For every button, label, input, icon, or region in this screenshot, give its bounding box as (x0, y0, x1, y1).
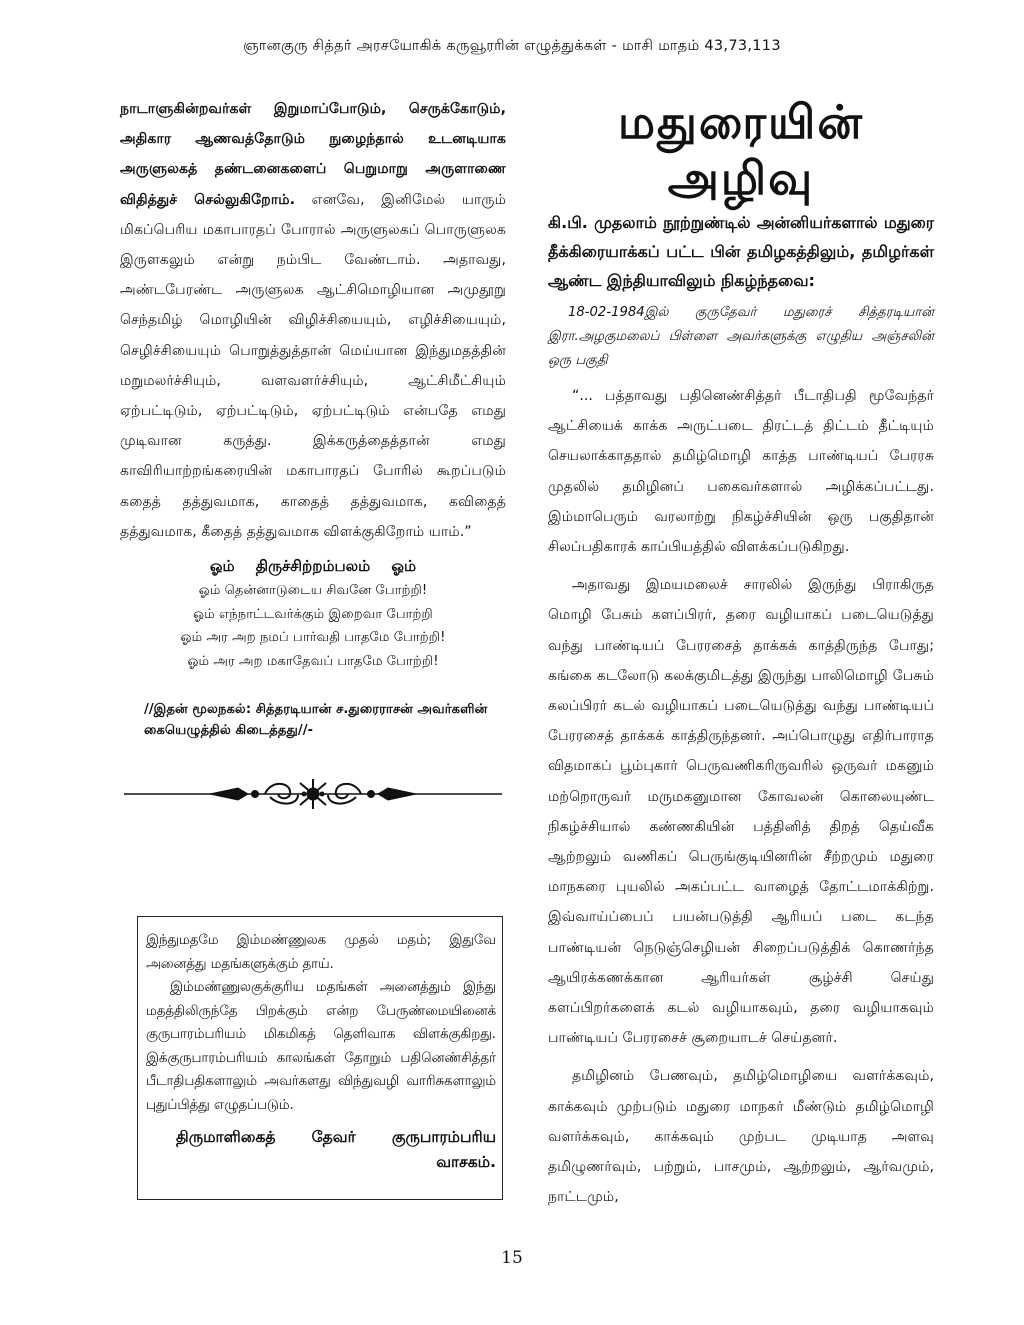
prayer-lines (120, 579, 506, 673)
source-note: //இதன் மூலநகல்: சித்தரடியான் ச.துரைராசன் அவர்களின் கையெழுத்தில் கிடைத்தது//- (144, 702, 488, 739)
right-column (548, 94, 934, 1212)
article-subtitle: கி.பி. முதலாம் நூற்றுண்டில் அன்னியர்களால் மதுரை தீக்கிரையாக்கப் பட்ட பின் தமிழகத்திலும், தமிழர்கள் ஆண்ட இந்தியாவிலும் நிகழ்ந்தவை: (548, 213, 934, 290)
om-heading: ஓம் திருச்சிற்றம்பலம் ஓம் (209, 557, 417, 576)
left-paragraph-body: எனவே, இனிமேல் யாரும் மிகப்பெரிய மகாபாரதப் போரால் அருளுலகப் பொருளுலக இருளகலும் என்று நம்பிட வேண்டாம். அதாவது, அண்டபேரண்ட அருளுலக ஆட்சிமொழியான அமுதூறு செந்தமிழ் மொழியின் விழிச்சியையும், எழிச்சியையும், செழிச்சியையும் பொறுத்துத்தான் மெய்யான இந்துமதத்தின் மறுமலர்ச்சியும், வளவளர்ச்சியும், ஆட்சிமீட்சியும் ஏற்பட்டிடும், ஏற்பட்டிடும், ஏற்பட்டிடும் என்பதே எமது முடிவான கருத்து. இக்கருத்தைத்தான் எமது காவிரியாற்றங்கரையின் மகாபாரதப் போரில் கூறப்படும் கதைத் தத்துவமாக, காதைத் தத்துவமாக, கவிதைத் தத்துவமாக, கீதைத் தத்துவமாக விளக்குகிறோம் யாம்.” (120, 191, 506, 540)
quote-box (137, 916, 503, 1200)
page-number: 15 (501, 1248, 523, 1268)
prayer-line: ஓம் தென்னாடுடைய சிவனே போற்றி! (198, 583, 428, 599)
quote-box-paragraph: இம்மண்ணுலகுக்குரிய மதங்கள் அனைத்தும் இந்து மதத்திலிருந்தே பிறக்கும் என்ற பேருண்மையினைக் குருபாரம்பரியம் மிகமிகத் தெளிவாக விளக்குகிறது. இக்குருபாரம்பரியம் காலங்கள் தோறும் பதினெண்சித்தர் பீடாதிபதிகளாலும் அவர்களது விந்துவழி வாரிசுகளாலும் புதுப்பித்து எழுதப்படும். (146, 980, 496, 1113)
article-paragraph: தமிழினம் பேணவும், தமிழ்மொழியை வளர்க்கவும், காக்கவும் முற்படும் மதுரை மாநகர் மீண்டும் தமிழ்மொழி வளர்க்கவும், காக்கவும் முற்பட முடியாத அளவு தமிழுணர்வும், பற்றும், பாசமும், ஆற்றலும், ஆர்வமும், நாட்டமும், (548, 1068, 934, 1206)
article-paragraph: அதாவது இமயமலைச் சாரலில் இருந்து பிராகிருத மொழி பேசும் களப்பிரர், தரை வழியாகப் படையெடுத்து வந்து பாண்டியப் பேரரசைத் தாக்கக் காத்திருந்த போது; கங்கை கடலோடு கலக்குமிடத்து இருந்து பாலிமொழி பேசும் கலப்பிரர் கடல் வழியாகப் படையெடுத்து வந்து பாண்டியப் பேரரசைத் தாக்கக் காத்திருந்தனர். அப்பொழுது எதிர்பாராத விதமாகப் பூம்புகார் பெருவணிகரிருவரில் ஒருவர் மகனும் மற்றொருவர் மருமகனுமான கோவலன் கொலையுண்ட நிகழ்ச்சியால் கண்ணகியின் பத்தினித் திறத் தெய்வீக ஆற்றலும் வணிகப் பெருங்குடியினரின் சீற்றமும் மதுரை மாநகரை புயலில் அகப்பட்ட வாழைத் தோட்டமாக்கிற்று. இவ்வாய்ப்பைப் பயன்படுத்தி ஆரியப் படை கடந்த பாண்டியன் நெடுஞ்செழியன் சிறைப்படுத்திக் கொணர்ந்த ஆயிரக்கணக்கான ஆரியர்கள் சூழ்ச்சி செய்து களப்பிறர்களைக் கடல் வழியாகவும், தரை வழியாகவும் பாண்டியப் பேரரசைச் சூறையாடச் செய்தனர். (548, 577, 934, 1047)
decorative-divider-ornament (120, 769, 506, 819)
article-title: மதுரையின் அழிவு (617, 95, 865, 205)
prayer-line: ஓம் அர அற மகாதேவப் பாதமே போற்றி! (187, 653, 439, 669)
prayer-line: ஓம் அர அற நமப் பார்வதி பாதமே போற்றி! (180, 630, 446, 646)
article-paragraph: “... பத்தாவது பதினெண்சித்தர் பீடாதிபதி மூவேந்தர் ஆட்சியைக் காக்க அருட்படை திரட்டத் திட்டம் தீட்டியும் செயலாக்காததால் தமிழ்மொழி காத்த பாண்டியப் பேரரசு முதலில் தமிழினப் பகைவர்களால் அழிக்கப்பட்டது. இம்மாபெரும் வரலாற்று நிகழ்ச்சியின் ஒரு பகுதிதான் சிலப்பதிகாரக் காப்பியத்தில் விளக்கப்படுகிறது. (548, 388, 934, 556)
left-paragraph-bold-lead: நாடாளுகின்றவர்கள் இறுமாப்போடும், செருக்கோடும், அதிகார ஆணவத்தோடும் நுழைந்தால் உடனடியாக அருளுலகத் தண்டனைகளைப் பெறுமாறு அருளாணை விதித்துச் செல்லுகிறோம். (120, 101, 506, 208)
running-header: ஞானகுரு சித்தர் அரசயோகிக் கருவூரரின் எழுத்துக்கள் - மாசி மாதம் 43,73,113 (243, 38, 781, 54)
quote-box-signature: திருமாளிகைத் தேவர் குருபாரம்பரிய வாசகம். (176, 1128, 496, 1171)
quote-box-paragraph: இந்துமதமே இம்மண்ணுலக முதல் மதம்; இதுவே அனைத்து மதங்களுக்கும் தாய். (146, 933, 496, 972)
article-intro-note: 18-02-1984இல் குருதேவர் மதுரைச் சித்தரடியான் இரா.அழகுமலைப் பிள்ளை அவர்களுக்கு எழுதிய அஞ்சலின் ஒரு பகுதி (548, 305, 934, 368)
left-paragraph (120, 94, 506, 547)
prayer-line: ஓம் எந்நாட்டவர்க்கும் இறைவா போற்றி (193, 606, 433, 622)
left-column (120, 94, 506, 823)
